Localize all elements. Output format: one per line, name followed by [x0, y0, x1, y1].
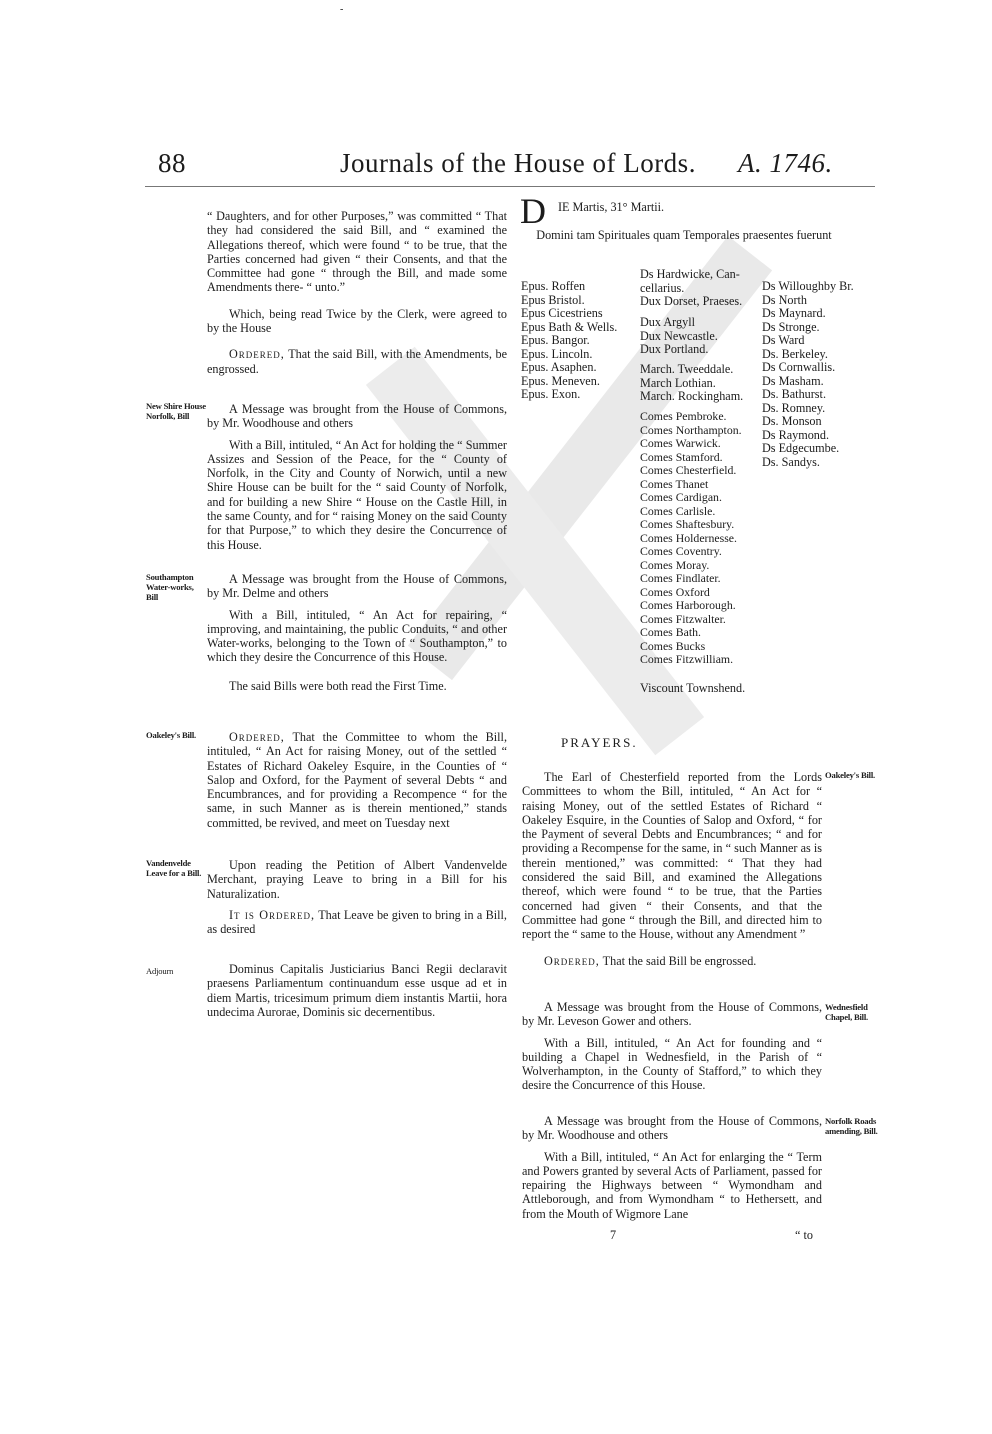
marquesses-list	[640, 363, 743, 404]
paragraph: “ Daughters, and for other Purposes,” was committed “ That they had considered the said Bill, and “ examined the Allegations thereof, which were found “ to be true, that the Parties concerned had given “ their Consents, and that the Committee had gone “ through the Bill, and made some Amendments there- “ unto.”	[207, 209, 507, 295]
list-item: Ds Ward	[762, 333, 805, 347]
lords-list-top	[640, 268, 742, 309]
catchword: “ to	[795, 1228, 813, 1242]
list-item: Epus. Meneven.	[521, 373, 600, 388]
paragraph: With a Bill, intituled, “ An Act for holding the “ Summer Assizes and Session of the Peace, for the “ County of Norfolk, in the City and County of Norwich, until a new Shire House can be built for the “ said County of Norfolk, and for building a new Shire “ House on the Castle Hill, in the same County, and for “ raising Money on the said County for that Purpose,” to which they desire the Concurrence of this House.	[207, 437, 507, 552]
margin-note: Southampton Water-works, Bill	[146, 572, 194, 602]
paragraph: With a Bill, intituled, “ An Act for founding and “ building a Chapel in Wednesfield, in the Parish of “ Wolverhampton, in the County of Stafford,” to which they desire the Concurrence of this House.	[522, 1035, 822, 1093]
left-block-5	[207, 858, 507, 936]
paragraph: A Message was brought from the House of Commons, by Mr. Leveson Gower and others.	[522, 1000, 822, 1029]
ordered-label: It is Ordered,	[229, 907, 316, 922]
list-item: Comes Northampton.	[640, 422, 742, 437]
list-item: Comes Pembroke.	[640, 409, 727, 423]
barons-list	[762, 280, 854, 469]
page-title: Journals of the House of Lords.	[340, 148, 696, 178]
list-item: Epus Bath & Wells.	[521, 319, 618, 334]
list-item: Epus. Bangor.	[521, 333, 590, 347]
present-line: Domini tam Spirituales quam Temporales praesentes fuerunt	[536, 228, 832, 242]
list-item: Comes Warwick.	[640, 436, 721, 450]
list-item: Comes Fitzwalter.	[640, 611, 726, 626]
left-block-4	[207, 730, 507, 830]
right-block-2	[522, 1000, 822, 1093]
list-item: Ds Willoughby Br.	[762, 279, 854, 293]
list-item: Ds North	[762, 292, 808, 307]
list-item: Epus. Exon.	[521, 387, 581, 401]
paragraph: Ordered, That the Committee to whom the Bill, intituled, “ An Act for raising Money, out of the settled “ Estates of Richard Oakeley Esquire, in the Counties of “ Salop and Oxford, for the Payment of several Debts “ and Encumbrances, and for providing a Recompence “ for the same, in such Manner as is therein mentioned,” stands committed, be revived, and meet on Tuesday next	[207, 730, 507, 830]
list-item: March Lothian.	[640, 375, 716, 390]
list-item: Ds Masham.	[762, 373, 824, 388]
list-item: Comes Moray.	[640, 557, 710, 572]
list-item: Dux Newcastle.	[640, 328, 718, 343]
paragraph: A Message was brought from the House of Commons, by Mr. Woodhouse and others	[207, 402, 507, 431]
page-number: 88	[158, 148, 186, 178]
paragraph: A Message was brought from the House of Commons, by Mr. Delme and others	[207, 572, 507, 601]
list-item: Epus Bristol.	[521, 292, 585, 307]
right-block-3	[522, 1114, 822, 1221]
left-column	[207, 209, 507, 376]
list-item: March. Rockingham.	[640, 389, 744, 403]
paragraph: Dominus Capitalis Justiciarius Banci Regii declaravit praesens Parliamentum continuandum esse usque ad et in diem Martis, tricesimum primum diem instantis Martii, hora undecima Aurorae, Dominis sic decernentibus.	[207, 962, 507, 1019]
paragraph: With a Bill, intituled, “ An Act for repairing, “ improving, and maintaining, the public Conduits, “ and other Water-works, belonging to the Town of “ Southampton,” to which they desire the Concurrence of this House.	[207, 607, 507, 665]
list-item: Comes Harborough.	[640, 598, 736, 612]
list-item: Comes Chesterfield.	[640, 463, 737, 477]
list-item: Dux Portland.	[640, 342, 709, 356]
top-mark: -	[340, 4, 344, 15]
earls-list	[640, 410, 742, 667]
list-item: Ds. Romney.	[762, 400, 826, 415]
paragraph: Ordered, That the said Bill be engrossed.	[544, 953, 757, 968]
list-item: Ds. Sandys.	[762, 454, 820, 469]
right-block-1	[522, 770, 822, 968]
paragraph: Which, being read Twice by the Clerk, were agreed to by the House	[207, 306, 507, 336]
drop-cap: D	[520, 191, 546, 231]
date-line: IE Martis, 31° Martii.	[558, 200, 665, 214]
list-item: Comes Coventry.	[640, 544, 722, 558]
ordered-label: Ordered,	[229, 347, 285, 362]
list-item: Epus Cicestriens	[521, 306, 603, 320]
left-block-3	[207, 572, 507, 693]
year-label: A. 1746.	[738, 148, 833, 178]
dukes-list	[640, 316, 718, 357]
list-item: Comes Cardigan.	[640, 490, 722, 504]
signature-mark: 7	[610, 1228, 617, 1242]
paragraph: Ordered, That the said Bill, with the Amendments, be engrossed.	[207, 347, 507, 376]
margin-note: Norfolk Roads amending, Bill.	[825, 1116, 878, 1136]
list-item: Ds Hardwicke, Can-	[640, 267, 740, 281]
paragraph: Upon reading the Petition of Albert Vandenvelde Merchant, praying Leave to bring in a Bill for his Naturalization.	[207, 858, 507, 901]
header-rule	[145, 186, 875, 187]
list-item: Epus. Lincoln.	[521, 346, 593, 361]
list-item: Comes Stamford.	[640, 449, 723, 464]
list-item: Comes Oxford	[640, 584, 710, 599]
prayers-heading: PRAYERS.	[561, 735, 638, 750]
viscount-line: Viscount Townshend.	[640, 681, 746, 695]
margin-note: New Shire House Norfolk, Bill	[146, 401, 206, 421]
paragraph: With a Bill, intituled, “ An Act for enlarging the “ Term and Powers granted by several Acts of Parliament, passed for repairing the Highways between “ Wymondham and Attleborough, and from Wymondham “ to Hethersett, and from the Mouth of Wigmore Lane	[522, 1149, 822, 1221]
bishops-list	[521, 280, 617, 402]
margin-note: Adjourn	[146, 966, 174, 976]
list-item: Ds Maynard.	[762, 306, 826, 320]
margin-note: Wednesfield Chapel, Bill.	[825, 1002, 869, 1022]
list-item: Ds. Bathurst.	[762, 387, 826, 401]
list-item: Comes Findlater.	[640, 571, 721, 585]
paragraph: The said Bills were both read the First Time.	[229, 678, 447, 693]
list-item: cellarius.	[640, 280, 685, 295]
list-item: Ds Raymond.	[762, 427, 830, 442]
list-item: Dux Argyll	[640, 315, 695, 329]
left-block-6	[207, 962, 507, 1019]
list-item: Ds Stronge.	[762, 319, 820, 334]
ordered-label: Ordered,	[544, 953, 600, 968]
list-item: Ds. Monson	[762, 414, 822, 428]
left-block-2	[207, 402, 507, 552]
margin-note: Oakeley's Bill.	[825, 770, 875, 780]
list-item: Ds Cornwallis.	[762, 360, 836, 374]
list-item: Comes Bath.	[640, 625, 701, 639]
list-item: Comes Shaftesbury.	[640, 517, 735, 531]
list-item: Ds. Berkeley.	[762, 346, 828, 361]
list-item: Ds Edgecumbe.	[762, 441, 840, 455]
list-item: Comes Fitzwilliam.	[640, 652, 734, 666]
paragraph: The Earl of Chesterfield reported from the Lords Committees to whom the Bill, intituled, “ An Act for “ raising Money, out of the settled Estates of Richard “ Oakeley Esquire, in the Counties of Salop and Oxford, “ for the Payment of several Debts and Encumbrances; “ and for providing a Recompense for the same, in “ such Manner as is therein mentioned,” was committed: “ That they had considered the said Bill, and examined the Allegations thereof, which were found “ to be true, that the Parties concerned had given “ their Consents, and that the Committee had gone “ through the Bill, and directed him to report the “ same to the House, without any Amendment ”	[522, 770, 822, 942]
list-item: March. Tweeddale.	[640, 362, 734, 376]
ordered-label: Ordered,	[229, 730, 285, 744]
margin-note: Oakeley's Bill.	[146, 730, 196, 740]
list-item: Comes Holdernesse.	[640, 530, 737, 545]
paragraph: A Message was brought from the House of Commons, by Mr. Woodhouse and others	[522, 1114, 822, 1143]
list-item: Dux Dorset, Praeses.	[640, 294, 743, 308]
margin-note: Vandenvelde Leave for a Bill.	[146, 858, 202, 878]
list-item: Comes Thanet	[640, 476, 709, 491]
list-item: Comes Carlisle.	[640, 503, 716, 518]
list-item: Epus. Roffen	[521, 279, 586, 293]
list-item: Epus. Asaphen.	[521, 360, 597, 374]
paragraph: It is Ordered, That Leave be given to bring in a Bill, as desired	[207, 907, 507, 937]
list-item: Comes Bucks	[640, 638, 706, 653]
